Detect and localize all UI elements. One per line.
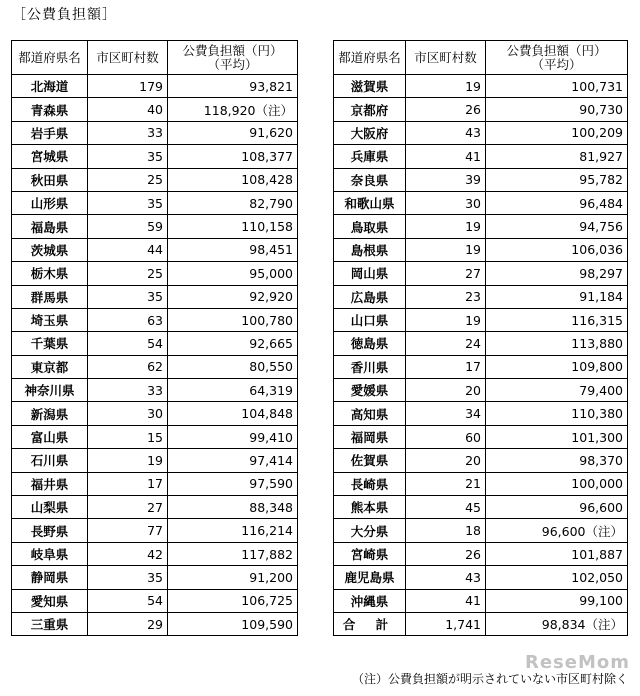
count-cell: 15 (88, 425, 168, 448)
prefecture-cell: 埼玉県 (12, 308, 88, 331)
prefecture-cell: 滋賀県 (334, 75, 406, 98)
count-cell: 29 (88, 612, 168, 635)
prefecture-cell: 徳島県 (334, 332, 406, 355)
table-row (334, 285, 628, 308)
prefecture-cell: 熊本県 (334, 496, 406, 519)
count-cell: 24 (406, 332, 486, 355)
amount-cell: 102,050 (486, 566, 628, 589)
amount-cell: 116,214 (168, 519, 298, 542)
count-cell: 35 (88, 191, 168, 214)
count-cell: 17 (88, 472, 168, 495)
count-cell: 33 (88, 121, 168, 144)
amount-cell: 91,184 (486, 285, 628, 308)
table-row (12, 542, 298, 565)
amount-cell: 110,380 (486, 402, 628, 425)
count-cell: 19 (406, 75, 486, 98)
table-row (334, 308, 628, 331)
table-row (334, 121, 628, 144)
count-cell: 35 (88, 285, 168, 308)
amount-cell: 110,158 (168, 215, 298, 238)
count-cell: 62 (88, 355, 168, 378)
prefecture-cell: 奈良県 (334, 168, 406, 191)
prefecture-cell: 長崎県 (334, 472, 406, 495)
prefecture-cell: 静岡県 (12, 566, 88, 589)
amount-cell: 98,297 (486, 262, 628, 285)
header-amount-line1: 公費負担額（円） (182, 42, 283, 58)
amount-cell: 96,600 (486, 496, 628, 519)
table-row (12, 121, 298, 144)
watermark-logo: ReseMom (524, 652, 630, 673)
prefecture-cell: 富山県 (12, 425, 88, 448)
count-cell: 60 (406, 425, 486, 448)
count-cell: 23 (406, 285, 486, 308)
count-cell: 30 (88, 402, 168, 425)
table-row (334, 215, 628, 238)
table-row (334, 589, 628, 612)
amount-cell: 64,319 (168, 379, 298, 402)
amount-cell: 97,414 (168, 449, 298, 472)
count-cell: 25 (88, 262, 168, 285)
count-cell: 45 (406, 496, 486, 519)
count-cell: 19 (406, 308, 486, 331)
count-cell: 54 (88, 332, 168, 355)
table-row (334, 472, 628, 495)
table-row (334, 449, 628, 472)
table-row (12, 425, 298, 448)
header-municipality-count: 市区町村数 (88, 41, 168, 75)
amount-cell: 95,782 (486, 168, 628, 191)
footnote: （注）公費負担額が明示されていない市区町村除く (351, 672, 628, 686)
table-row (334, 425, 628, 448)
right-table-body (334, 75, 628, 613)
prefecture-cell: 群馬県 (12, 285, 88, 308)
amount-cell: 100,209 (486, 121, 628, 144)
table-row (12, 449, 298, 472)
table-row (334, 355, 628, 378)
table-row (334, 332, 628, 355)
prefecture-cell: 石川県 (12, 449, 88, 472)
table-row (12, 402, 298, 425)
table-row (12, 566, 298, 589)
count-cell: 77 (88, 519, 168, 542)
table-row (12, 355, 298, 378)
table-row (12, 168, 298, 191)
prefecture-cell: 大阪府 (334, 121, 406, 144)
count-cell: 26 (406, 542, 486, 565)
table-header-row (334, 41, 628, 75)
table-row (12, 238, 298, 261)
prefecture-cell: 兵庫県 (334, 145, 406, 168)
count-cell: 21 (406, 472, 486, 495)
count-cell: 19 (88, 449, 168, 472)
table-header-row (12, 41, 298, 75)
amount-cell: 100,000 (486, 472, 628, 495)
amount-cell: 92,920 (168, 285, 298, 308)
table-row (12, 98, 298, 121)
page-title: ［公費負担額］ (12, 7, 117, 23)
count-cell: 41 (406, 589, 486, 612)
count-cell: 39 (406, 168, 486, 191)
count-cell: 19 (406, 215, 486, 238)
amount-cell: 91,620 (168, 121, 298, 144)
amount-cell: 93,821 (168, 75, 298, 98)
amount-cell: 80,550 (168, 355, 298, 378)
table-row (334, 238, 628, 261)
prefecture-cell: 北海道 (12, 75, 88, 98)
prefecture-cell: 岡山県 (334, 262, 406, 285)
prefecture-cell: 新潟県 (12, 402, 88, 425)
total-row (334, 612, 628, 635)
amount-cell: 101,887 (486, 542, 628, 565)
table-row (12, 519, 298, 542)
amount-cell: 96,484 (486, 191, 628, 214)
prefecture-cell: 秋田県 (12, 168, 88, 191)
total-count: 1,741 (406, 612, 486, 635)
table-row (12, 308, 298, 331)
amount-cell: 90,730 (486, 98, 628, 121)
prefecture-cell: 青森県 (12, 98, 88, 121)
table-row (12, 612, 298, 635)
count-cell: 43 (406, 121, 486, 144)
header-amount-line2: （平均） (207, 56, 258, 72)
table-row (12, 589, 298, 612)
amount-cell: 82,790 (168, 191, 298, 214)
count-cell: 59 (88, 215, 168, 238)
prefecture-cell: 鹿児島県 (334, 566, 406, 589)
amount-cell: 99,100 (486, 589, 628, 612)
prefecture-cell: 大分県 (334, 519, 406, 542)
count-cell: 27 (406, 262, 486, 285)
table-row (334, 402, 628, 425)
prefecture-cell: 香川県 (334, 355, 406, 378)
count-cell: 35 (88, 566, 168, 589)
prefecture-cell: 福岡県 (334, 425, 406, 448)
prefecture-cell: 京都府 (334, 98, 406, 121)
table-row (12, 215, 298, 238)
table-row (334, 379, 628, 402)
amount-cell: 109,800 (486, 355, 628, 378)
table-row (12, 145, 298, 168)
prefecture-cell: 岩手県 (12, 121, 88, 144)
right-table (333, 40, 628, 636)
amount-cell: 108,428 (168, 168, 298, 191)
amount-cell: 108,377 (168, 145, 298, 168)
table-row (334, 542, 628, 565)
count-cell: 20 (406, 379, 486, 402)
count-cell: 19 (406, 238, 486, 261)
amount-cell: 106,036 (486, 238, 628, 261)
amount-cell: 99,410 (168, 425, 298, 448)
amount-cell: 100,731 (486, 75, 628, 98)
prefecture-cell: 佐賀県 (334, 449, 406, 472)
prefecture-cell: 三重県 (12, 612, 88, 635)
count-cell: 54 (88, 589, 168, 612)
table-row (12, 285, 298, 308)
table-row (334, 168, 628, 191)
prefecture-cell: 広島県 (334, 285, 406, 308)
table-row (334, 145, 628, 168)
header-amount (486, 41, 628, 75)
table-row (334, 191, 628, 214)
count-cell: 27 (88, 496, 168, 519)
amount-cell: 97,590 (168, 472, 298, 495)
count-cell: 33 (88, 379, 168, 402)
amount-cell: 98,451 (168, 238, 298, 261)
amount-cell: 95,000 (168, 262, 298, 285)
table-row (12, 191, 298, 214)
left-table (11, 40, 298, 636)
prefecture-cell: 茨城県 (12, 238, 88, 261)
amount-cell: 109,590 (168, 612, 298, 635)
amount-cell: 100,780 (168, 308, 298, 331)
count-cell: 42 (88, 542, 168, 565)
header-municipality-count: 市区町村数 (406, 41, 486, 75)
prefecture-cell: 山口県 (334, 308, 406, 331)
count-cell: 17 (406, 355, 486, 378)
prefecture-cell: 東京都 (12, 355, 88, 378)
table-row (12, 379, 298, 402)
amount-cell: 92,665 (168, 332, 298, 355)
table-row (334, 496, 628, 519)
prefecture-cell: 宮城県 (12, 145, 88, 168)
amount-cell: 91,200 (168, 566, 298, 589)
prefecture-cell: 山梨県 (12, 496, 88, 519)
amount-cell: 101,300 (486, 425, 628, 448)
amount-cell: 104,848 (168, 402, 298, 425)
header-amount-line2: （平均） (531, 56, 582, 72)
amount-cell: 88,348 (168, 496, 298, 519)
header-prefecture: 都道府県名 (334, 41, 406, 75)
table-row (12, 262, 298, 285)
total-label: 合 計 (334, 612, 406, 635)
count-cell: 179 (88, 75, 168, 98)
prefecture-cell: 沖縄県 (334, 589, 406, 612)
amount-cell: 98,370 (486, 449, 628, 472)
prefecture-cell: 和歌山県 (334, 191, 406, 214)
amount-cell: 116,315 (486, 308, 628, 331)
amount-cell: 117,882 (168, 542, 298, 565)
table-row (12, 75, 298, 98)
prefecture-cell: 岐阜県 (12, 542, 88, 565)
table-row (334, 262, 628, 285)
table-row (12, 472, 298, 495)
count-cell: 34 (406, 402, 486, 425)
amount-cell: 118,920（注） (168, 98, 298, 121)
count-cell: 20 (406, 449, 486, 472)
count-cell: 25 (88, 168, 168, 191)
amount-cell: 81,927 (486, 145, 628, 168)
count-cell: 35 (88, 145, 168, 168)
amount-cell: 106,725 (168, 589, 298, 612)
amount-cell: 96,600（注） (486, 519, 628, 542)
table-row (334, 519, 628, 542)
table-row (334, 566, 628, 589)
prefecture-cell: 島根県 (334, 238, 406, 261)
header-amount-line1: 公費負担額（円） (506, 42, 607, 58)
count-cell: 43 (406, 566, 486, 589)
count-cell: 30 (406, 191, 486, 214)
prefecture-cell: 千葉県 (12, 332, 88, 355)
amount-cell: 79,400 (486, 379, 628, 402)
prefecture-cell: 福井県 (12, 472, 88, 495)
count-cell: 26 (406, 98, 486, 121)
amount-cell: 113,880 (486, 332, 628, 355)
total-amount: 98,834（注） (486, 612, 628, 635)
table-row (12, 496, 298, 519)
count-cell: 18 (406, 519, 486, 542)
count-cell: 40 (88, 98, 168, 121)
table-row (334, 98, 628, 121)
prefecture-cell: 長野県 (12, 519, 88, 542)
prefecture-cell: 鳥取県 (334, 215, 406, 238)
prefecture-cell: 福島県 (12, 215, 88, 238)
count-cell: 41 (406, 145, 486, 168)
table-row (12, 332, 298, 355)
prefecture-cell: 神奈川県 (12, 379, 88, 402)
left-table-body (12, 75, 298, 636)
header-amount (168, 41, 298, 75)
table-row (334, 75, 628, 98)
prefecture-cell: 愛媛県 (334, 379, 406, 402)
amount-cell: 94,756 (486, 215, 628, 238)
prefecture-cell: 山形県 (12, 191, 88, 214)
prefecture-cell: 栃木県 (12, 262, 88, 285)
prefecture-cell: 高知県 (334, 402, 406, 425)
count-cell: 44 (88, 238, 168, 261)
prefecture-cell: 愛知県 (12, 589, 88, 612)
count-cell: 63 (88, 308, 168, 331)
prefecture-cell: 宮崎県 (334, 542, 406, 565)
header-prefecture: 都道府県名 (12, 41, 88, 75)
